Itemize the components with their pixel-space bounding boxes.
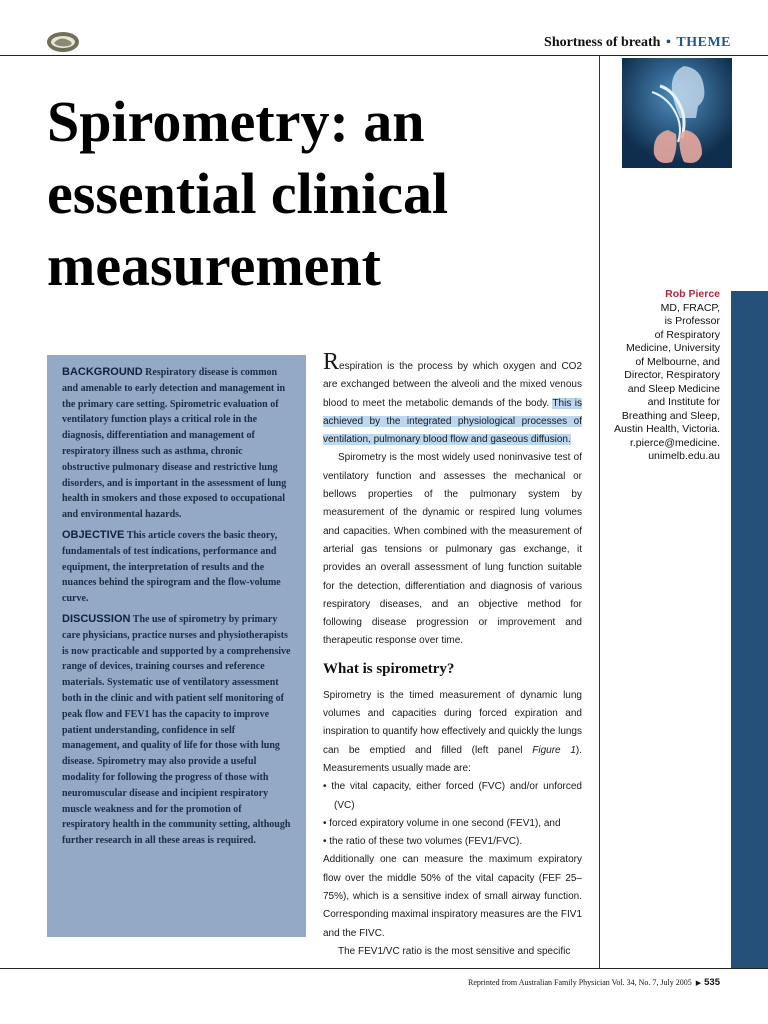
author-line: MD, FRACP, (660, 301, 720, 314)
theme-tag: THEME (676, 35, 731, 50)
paragraph-5: The FEV1/VC ratio is the most sensitive and specific (338, 945, 571, 957)
author-line: and Institute for (647, 396, 720, 408)
column-divider (599, 56, 600, 968)
author-line: and Sleep Medicine (627, 382, 720, 395)
bottom-rule (0, 968, 768, 969)
abstract-box (47, 355, 306, 937)
separator: • (665, 35, 671, 50)
abstract-discussion (62, 612, 292, 849)
author-email[interactable]: unimelb.edu.au (648, 450, 720, 462)
top-rule (0, 55, 768, 56)
abstract-background (62, 365, 292, 523)
discussion-label: DISCUSSION (62, 612, 131, 625)
author-line: of Melbourne, and (635, 355, 720, 368)
bullet-item: • forced expiratory volume in one second (FEV1), and (323, 817, 561, 829)
paragraph-1 (323, 349, 582, 449)
article-body (323, 349, 582, 961)
discussion-text: The use of spirometry by primary care physicians, practice nurses and physiotherapists is now practicable and supported by a comprehensive range of devices, training courses and reference materials. Systematic use of ventilatory assessment both in the clinic and with patient self monitoring of peak flow and FEV1 has the capacity to improve patient understanding, confidence in self management, and quality of life for those with lung disease. Spirometry may also provide a useful modality for following the progress of those with neuromuscular disease and incipient respiratory muscle weakness and for the promotion of respiratory health in the community setting, although further research in all these areas is required. (62, 613, 291, 847)
objective-text: This article covers the basic theory, fundamentals of test indications, performance and equipment, the interpretation of results and the nuances behind the spirogram and the flow-volume curve. (62, 529, 281, 605)
background-text: Respiratory disease is common and amenable to early detection and management in the primary care setting. Spirometric evaluation of ventilatory function plays a critical role in the diagnosis, differentiation and management of respiratory illness such as asthma, chronic obstructive pulmonary disease and restrictive lung disorders, and is important in the assessment of lung health in smokers and those exposed to occupational and environmental hazards. (62, 367, 287, 521)
author-line: Breathing and Sleep, (621, 409, 720, 422)
arrow-right-icon: ▶ (695, 979, 702, 987)
title-line-3: measurement (47, 233, 381, 298)
objective-label: OBJECTIVE (62, 528, 125, 541)
lungs-illustration (622, 58, 732, 168)
article-title (47, 86, 567, 302)
figure-reference: Figure 1 (532, 744, 576, 756)
drop-cap: R (323, 349, 340, 375)
author-name: Rob Pierce (665, 288, 720, 300)
author-block (590, 288, 720, 464)
paragraph-2: Spirometry is the most widely used noninvasive test of ventilatory function and assesses the mechanical or bellows properties of the pulmonary system by measurement of the dynamic or respired lung volumes and capacities. When combined with the measurement of arterial gas tensions or pulmonary gas exchange, it provides an overall assessment of lung function suitable for the detection, differentiation and diagnosis of various respiratory diseases, and an objective method for following disease progression or improvement and therapeutic response over time. (323, 452, 582, 647)
title-line-2: essential clinical (47, 161, 449, 226)
page-number: 535 (704, 977, 720, 988)
paragraph-4: Additionally one can measure the maximum expiratory flow over the middle 50% of the vital capacity (FEF 25–75%), which is a sensitive index of small airway function. Corresponding maximal inspiratory measures are the FIV1 and the FIVC. (323, 854, 582, 939)
bullet-item: • the ratio of these two volumes (FEV1/FVC). (323, 836, 523, 848)
paragraph-1-text: espiration is the process by which oxygen and CO2 are exchanged between the alveoli and the mixed venous blood to meet the metabolic demands of the body. (323, 361, 582, 409)
author-line: Austin Health, Victoria. (613, 423, 720, 435)
section-header (544, 35, 731, 51)
author-line: Medicine, University (626, 342, 720, 354)
journal-logo-icon (46, 31, 80, 53)
paragraph-3-end: ). Measurements usually made are: (323, 744, 582, 774)
paragraph-3 (323, 687, 582, 778)
author-line: Director, Respiratory (624, 369, 720, 381)
author-email[interactable]: r.pierce@medicine. (629, 436, 720, 449)
author-line: of Respiratory (654, 328, 720, 341)
subheading: What is spirometry? (323, 660, 455, 677)
footer-citation: Reprinted from Australian Family Physician Vol. 34, No. 7, July 2005 (468, 978, 692, 987)
author-line: is Professor (664, 315, 720, 327)
background-label: BACKGROUND (62, 366, 143, 378)
section-title: Shortness of breath (544, 35, 661, 50)
paragraph-3-text: Spirometry is the timed measurement of dynamic lung volumes and capacities during forced expiration and inspiration to quantify how effectively and quickly the lungs can be emptied and filled (left panel (323, 689, 582, 756)
abstract-objective (62, 528, 292, 607)
page-footer (468, 977, 720, 988)
bullet-item: • the vital capacity, either forced (FVC) and/or unforced (VC) (323, 781, 582, 811)
highlighted-text[interactable]: This is achieved by the integrated physiological processes of ventilation, pulmonary blood flow and gaseous diffusion. (323, 397, 582, 446)
title-line-1: Spirometry: an (47, 89, 425, 154)
accent-sidebar (731, 291, 768, 968)
